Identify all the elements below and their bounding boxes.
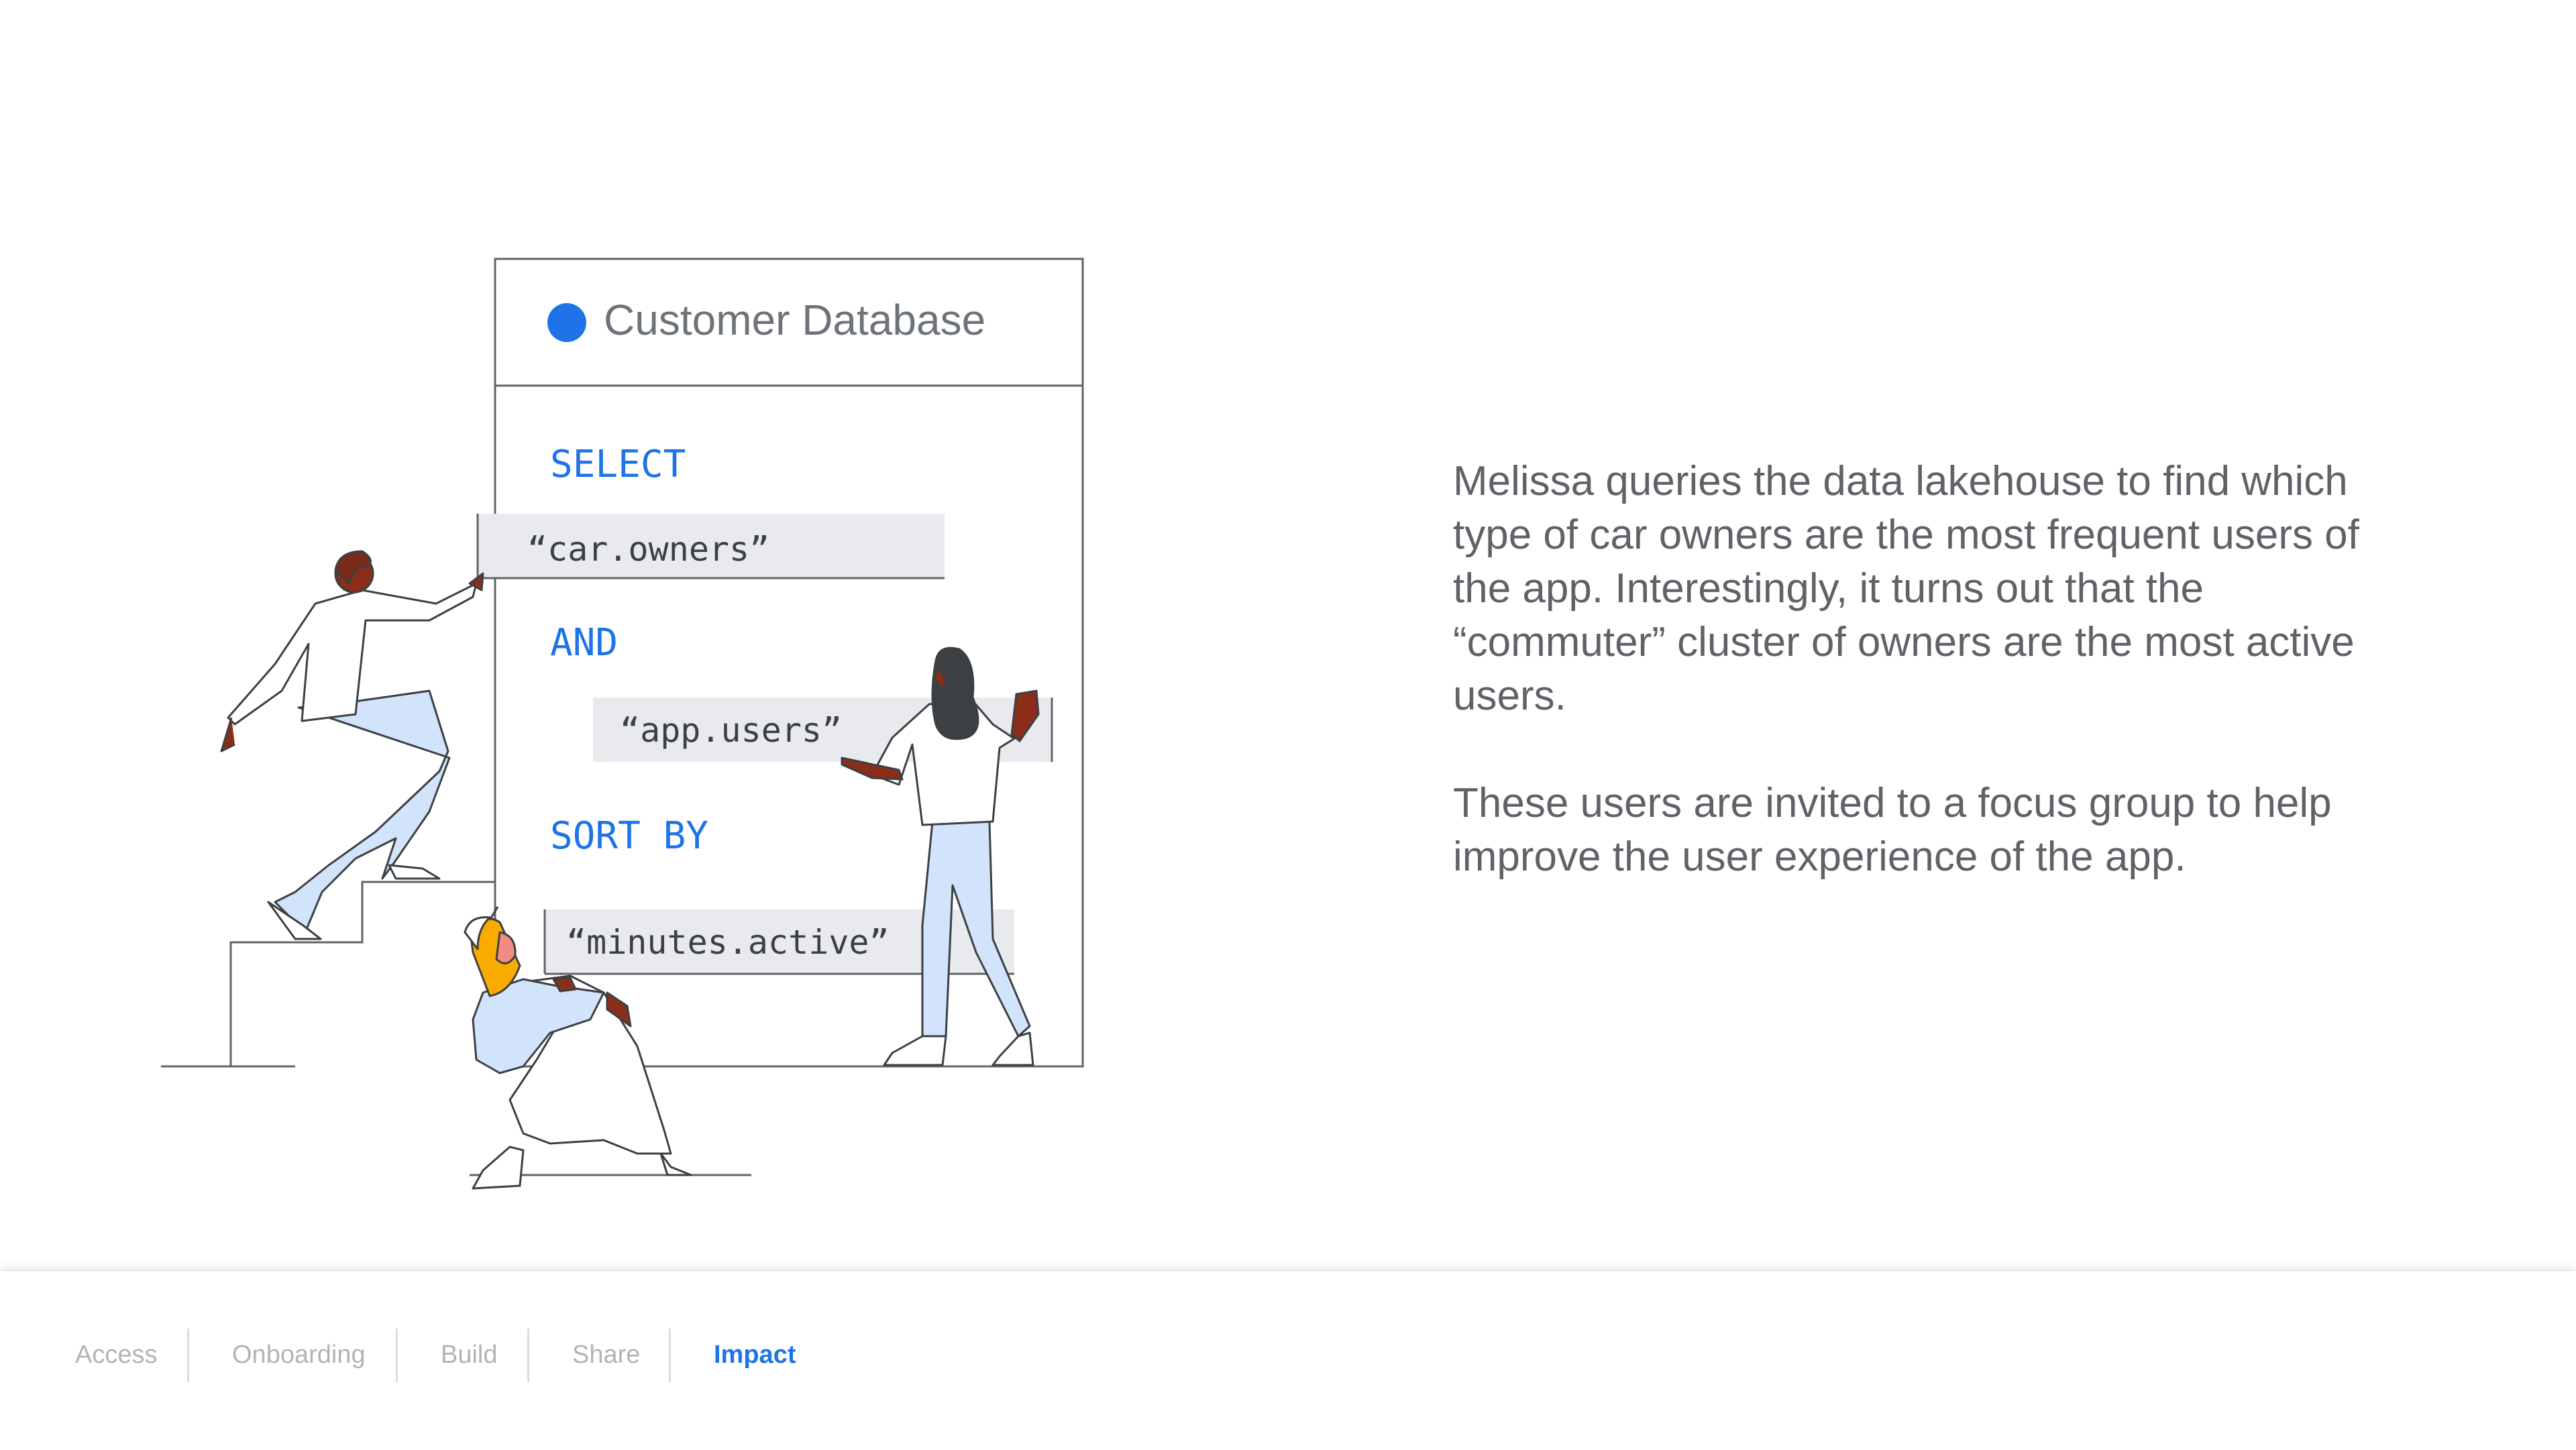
value-car-owners: “car.owners” bbox=[527, 530, 770, 569]
nav-divider bbox=[527, 1329, 529, 1382]
keyword-and: AND bbox=[550, 621, 619, 665]
illustration bbox=[0, 0, 1140, 1207]
stairs bbox=[161, 882, 495, 1066]
narrative-paragraph-2: These users are invited to a focus group to help improve the user experience of the app. bbox=[1453, 780, 2332, 880]
illustration-drawing bbox=[0, 0, 1140, 1207]
status-dot-icon bbox=[547, 303, 586, 342]
narrative-text bbox=[1453, 455, 2419, 884]
tab-share[interactable]: Share bbox=[572, 1341, 641, 1369]
nav-divider bbox=[396, 1329, 398, 1382]
tab-build[interactable]: Build bbox=[441, 1341, 498, 1369]
nav-divider bbox=[187, 1329, 189, 1382]
keyword-select: SELECT bbox=[550, 443, 686, 486]
nav-divider bbox=[669, 1329, 671, 1382]
person-climbing bbox=[221, 551, 483, 939]
value-minutes-active: “minutes.active” bbox=[566, 923, 890, 962]
value-app-users: “app.users” bbox=[620, 711, 843, 750]
keyword-sort-by: SORT BY bbox=[550, 814, 709, 858]
bottom-nav bbox=[0, 1270, 2576, 1450]
database-title: Customer Database bbox=[604, 296, 986, 344]
narrative-paragraph-1: Melissa queries the data lakehouse to find which type of car owners are the most frequent users of the app. Interestingly, it turns out that the “commuter” cluster of owners are the most active users. bbox=[1453, 458, 2359, 719]
tab-impact[interactable]: Impact bbox=[714, 1341, 796, 1369]
tab-onboarding[interactable]: Onboarding bbox=[232, 1341, 366, 1369]
tab-access[interactable]: Access bbox=[75, 1341, 158, 1369]
